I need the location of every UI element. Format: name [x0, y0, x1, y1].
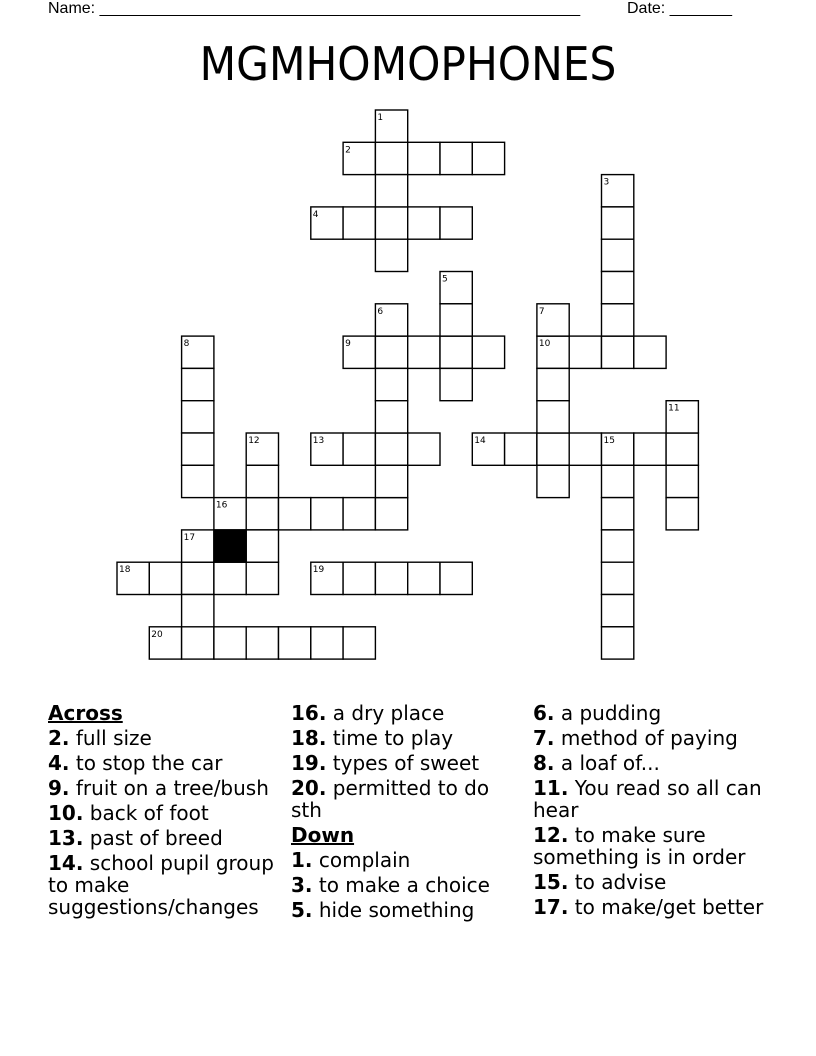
grid-cell	[149, 562, 181, 594]
grid-cell	[569, 433, 601, 465]
grid-cell	[182, 368, 214, 400]
grid-number: 4	[312, 209, 319, 220]
grid-number: 1	[377, 113, 384, 123]
grid-cell	[472, 336, 504, 368]
grid-cell	[375, 498, 407, 530]
grid-number: 2	[345, 145, 351, 156]
grid-cell	[440, 368, 472, 400]
grid-cell	[246, 627, 278, 659]
clue-down-5: 5. hide something	[291, 898, 475, 922]
grid-number: 3	[603, 177, 610, 188]
grid-cell	[375, 336, 407, 368]
grid-cell	[375, 401, 407, 433]
grid-number: 10	[538, 339, 551, 350]
clue-column-1	[48, 702, 280, 921]
grid-cell	[537, 401, 569, 433]
across-heading: Across	[48, 701, 123, 725]
grid-cell	[440, 304, 472, 336]
grid-cell	[472, 142, 504, 174]
grid-cell	[602, 627, 634, 659]
grid-cell	[343, 498, 375, 530]
grid-cell	[279, 498, 311, 530]
clue-down-17: 17. to make/get better	[533, 895, 764, 919]
grid-cell	[408, 336, 440, 368]
clue-across-9: 9. fruit on a tree/bush	[48, 776, 269, 800]
grid-cell	[602, 530, 634, 562]
grid-number: 19	[312, 565, 325, 576]
grid-number: 6	[377, 306, 384, 317]
clue-across-18: 18. time to play	[291, 726, 454, 750]
grid-number: 11	[668, 403, 680, 414]
grid-cell	[375, 239, 407, 271]
grid-cell	[375, 175, 407, 207]
grid-cell	[569, 336, 601, 368]
grid-cell	[311, 498, 343, 530]
grid-cell	[666, 433, 698, 465]
grid-cell	[602, 272, 634, 304]
grid-cell	[537, 368, 569, 400]
grid-cell	[375, 207, 407, 239]
name-field-label: Name: ______________________________________________________	[48, 0, 581, 17]
grid-cell	[440, 207, 472, 239]
grid-number: 8	[183, 339, 190, 350]
grid-number: 15	[603, 436, 615, 446]
clue-down-12: 12. to make sure something is in order	[533, 823, 746, 869]
grid-cell	[375, 562, 407, 594]
grid-cell	[408, 207, 440, 239]
grid-cell	[602, 562, 634, 594]
grid-cell	[182, 562, 214, 594]
clue-across-4: 4. to stop the car	[48, 751, 223, 775]
grid-cell	[375, 142, 407, 174]
grid-cell	[602, 304, 634, 336]
clue-down-8: 8. a loaf of...	[533, 751, 660, 775]
grid-number: 9	[345, 339, 351, 350]
clue-column-2	[291, 702, 523, 924]
clue-down-11: 11. You read so all can hear	[533, 776, 762, 822]
grid-cell	[375, 465, 407, 497]
grid-cell	[311, 627, 343, 659]
grid-cell	[440, 336, 472, 368]
grid-cell	[246, 562, 278, 594]
down-heading: Down	[291, 823, 355, 847]
grid-cell	[666, 498, 698, 530]
grid-cell	[408, 142, 440, 174]
grid-cell	[505, 433, 537, 465]
grid-cell	[214, 627, 246, 659]
grid-number: 5	[442, 274, 448, 285]
grid-cell	[634, 433, 666, 465]
clue-across-10: 10. back of foot	[48, 801, 209, 825]
grid-number: 20	[151, 629, 163, 640]
clue-down-6: 6. a pudding	[533, 701, 662, 725]
clue-across-20: 20. permitted to do sth	[291, 776, 490, 822]
clue-across-14: 14. school pupil group to make suggestions/changes	[48, 851, 274, 919]
grid-number: 12	[248, 436, 260, 446]
grid-cell	[537, 433, 569, 465]
grid-cell	[375, 368, 407, 400]
grid-cell	[634, 336, 666, 368]
grid-cell	[440, 142, 472, 174]
grid-cell	[182, 465, 214, 497]
grid-cell	[440, 562, 472, 594]
clue-across-2: 2. full size	[48, 726, 152, 750]
clue-across-19: 19. types of sweet	[291, 751, 480, 775]
clue-down-7: 7. method of paying	[533, 726, 738, 750]
grid-cell	[246, 498, 278, 530]
grid-cell	[246, 465, 278, 497]
grid-cell	[408, 433, 440, 465]
grid-cell	[343, 562, 375, 594]
grid-cell	[537, 465, 569, 497]
grid-number: 7	[538, 306, 545, 317]
grid-cell	[602, 207, 634, 239]
page-title: MGMHOMOPHONES	[199, 37, 617, 91]
grid-number: 13	[312, 436, 325, 446]
grid-number: 18	[119, 565, 131, 576]
clue-across-13: 13. past of breed	[48, 826, 223, 850]
clue-across-16: 16. a dry place	[291, 701, 445, 725]
grid-cell	[214, 562, 246, 594]
grid-cell	[182, 433, 214, 465]
clue-down-15: 15. to advise	[533, 870, 667, 894]
grid-number: 17	[183, 532, 196, 543]
grid-cell	[246, 530, 278, 562]
clue-down-1: 1. complain	[291, 848, 411, 872]
grid-cell	[602, 336, 634, 368]
grid-cell	[666, 465, 698, 497]
grid-cell	[602, 595, 634, 627]
grid-cell	[343, 207, 375, 239]
clue-column-3	[533, 702, 773, 921]
grid-cell	[343, 627, 375, 659]
grid-cell	[602, 498, 634, 530]
grid-block-cell	[214, 530, 246, 562]
date-field-label: Date: _______	[627, 0, 732, 17]
grid-cell	[408, 562, 440, 594]
grid-number: 14	[474, 436, 486, 446]
grid-cell	[182, 401, 214, 433]
grid-cell	[343, 433, 375, 465]
grid-number: 16	[215, 500, 228, 511]
grid-cell	[375, 433, 407, 465]
grid-cell	[182, 627, 214, 659]
grid-cell	[602, 465, 634, 497]
clue-down-3: 3. to make a choice	[291, 873, 490, 897]
grid-cell	[182, 595, 214, 627]
grid-cell	[602, 239, 634, 271]
grid-cell	[279, 627, 311, 659]
